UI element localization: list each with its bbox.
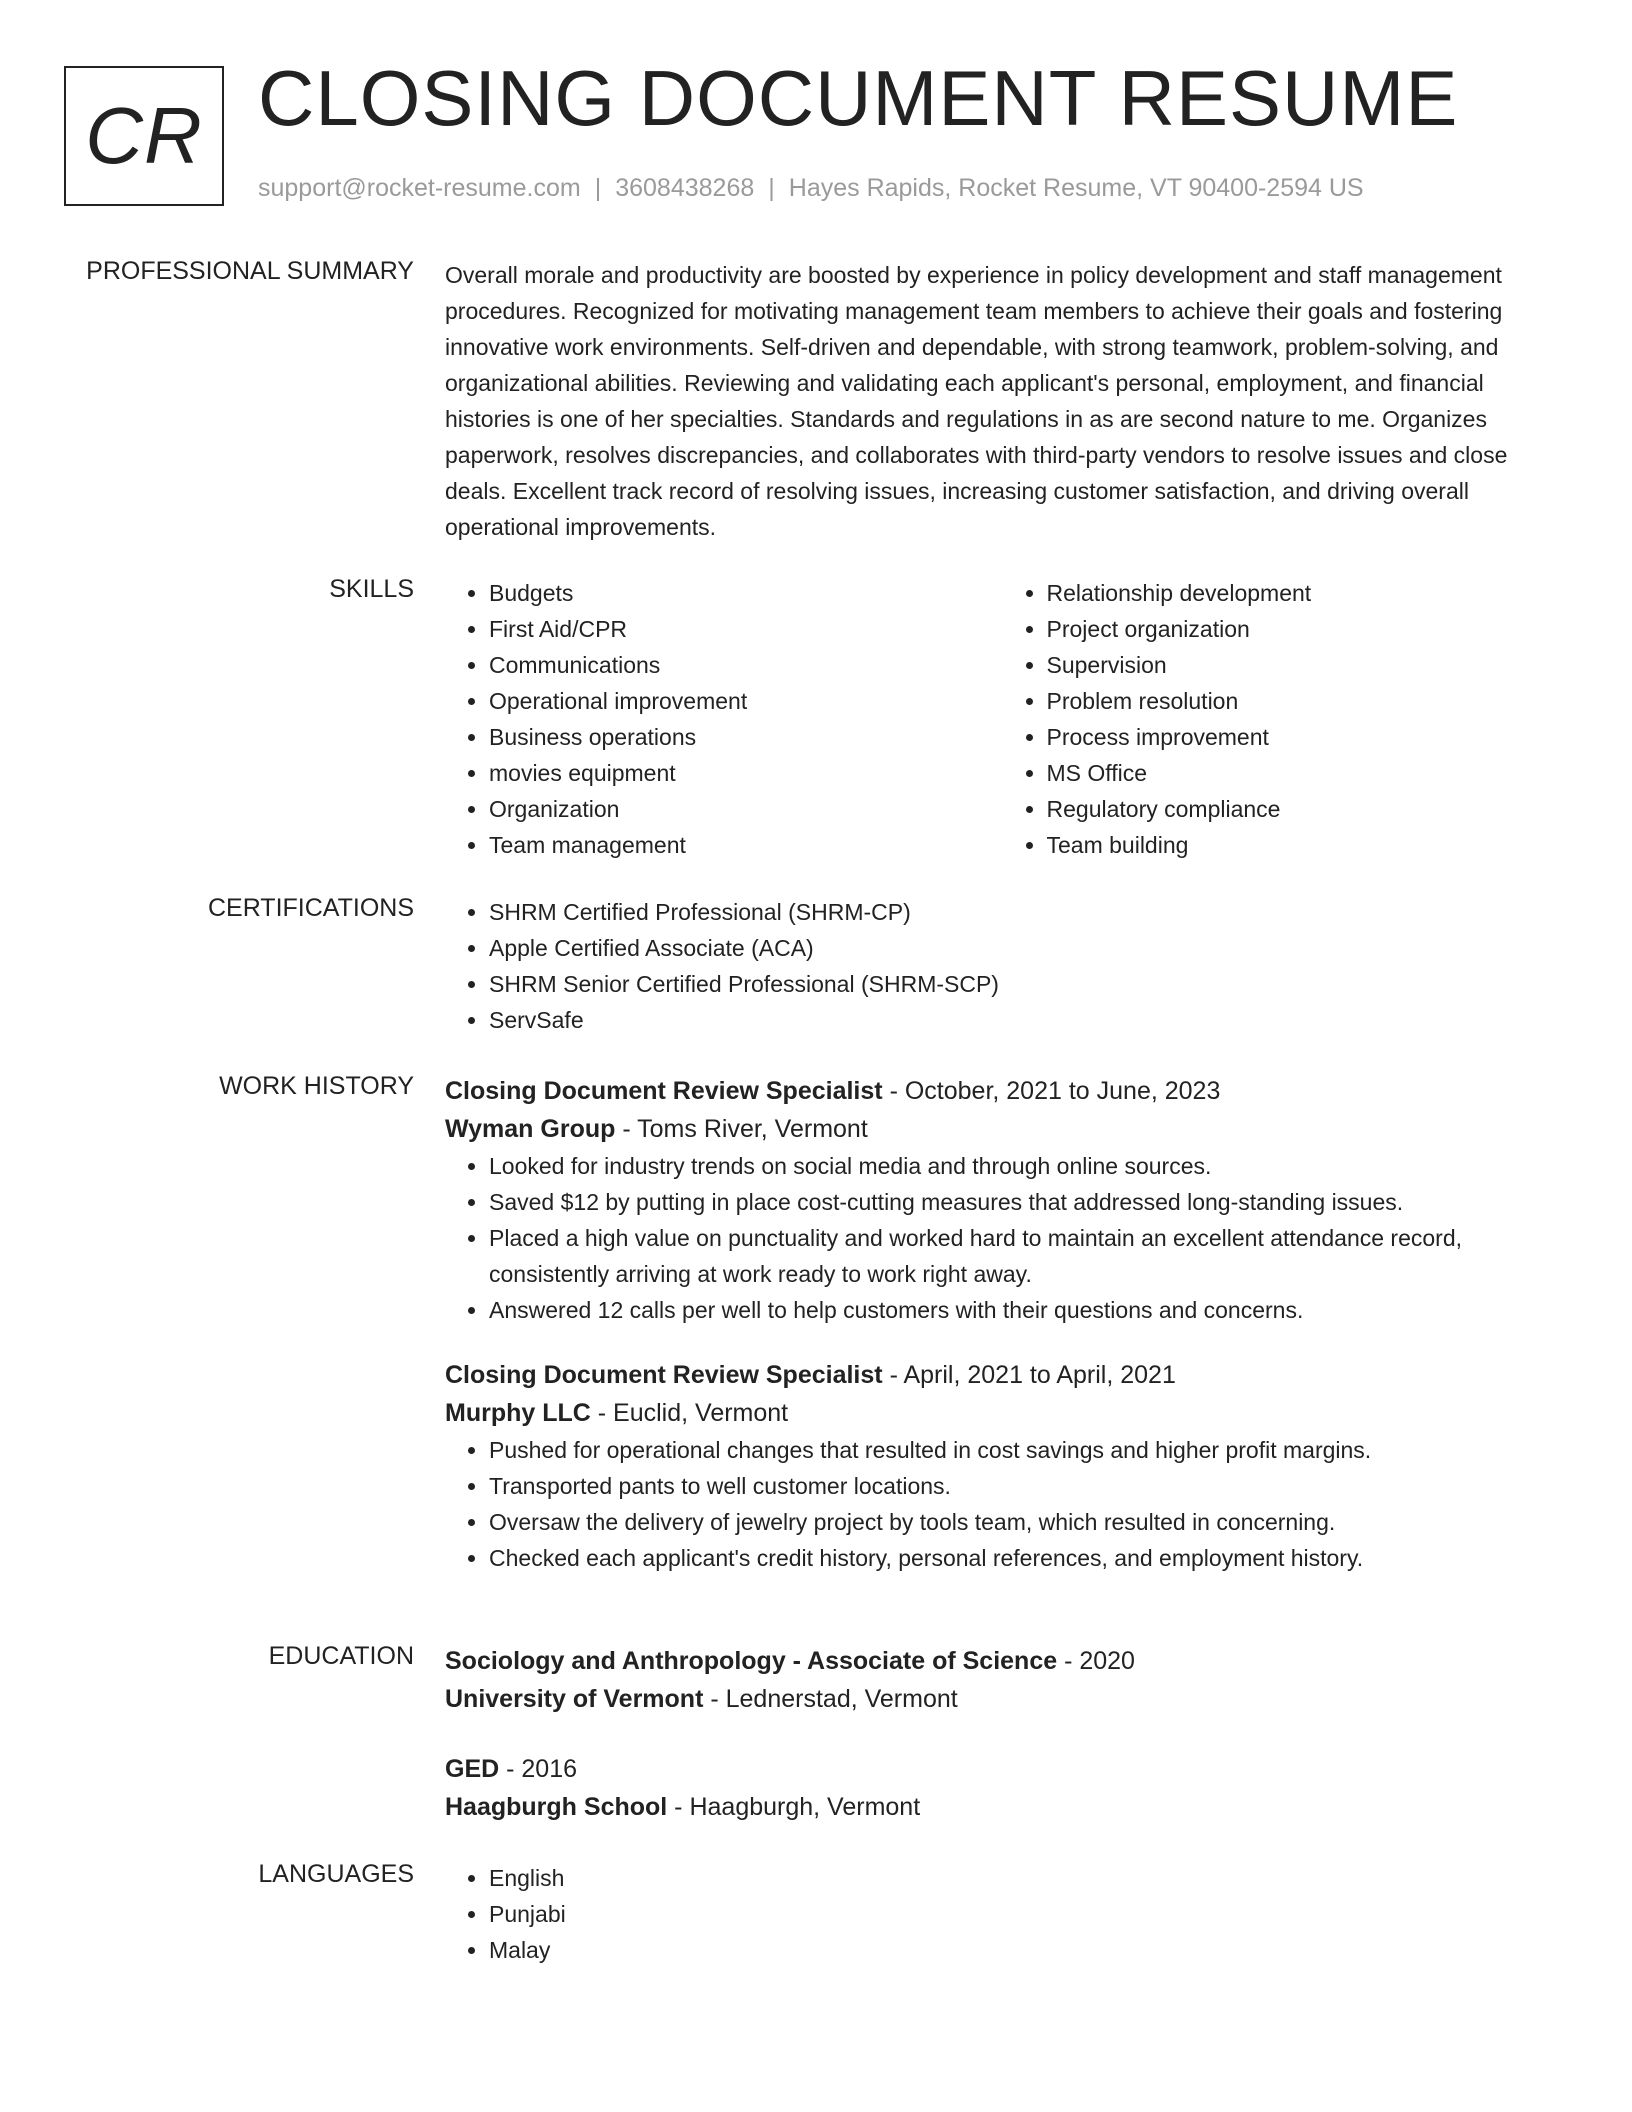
contact-address: Hayes Rapids, Rocket Resume, VT 90400-2594 US — [788, 174, 1364, 202]
skill-item: • Team management — [489, 827, 1003, 863]
summary-text: Overall morale and productivity are boosted by experience in policy development and staff management procedures. Recognized for motivating management team members to achieve their goals and fostering innovative work environments. Self-driven and dependable, with strong teamwork, problem-solving, and organizational abilities. Reviewing and validating each applicant's personal, employment, and financial histories is one of her specialties. Standards and regulations in as are second nature to me. Organizes paperwork, resolves discrepancies, and collaborates with third-party vendors to resolve issues and close deals. Excellent track record of resolving issues, increasing customer satisfaction, and driving overall operational improvements. — [445, 262, 1508, 540]
job-bullet: • Answered 12 calls per well to help customers with their questions and concerns. — [489, 1292, 1560, 1328]
skill-item: • MS Office — [1047, 755, 1561, 791]
skill-item: • Problem resolution — [1047, 683, 1561, 719]
resume-title: CLOSING DOCUMENT RESUME — [258, 54, 1459, 142]
job-bullet: • Pushed for operational changes that resulted in cost savings and higher profit margins. — [489, 1432, 1560, 1468]
skill-item: • Business operations — [489, 719, 1003, 755]
job-bullet: • Saved $12 by putting in place cost-cutting measures that addressed long-standing issues. — [489, 1184, 1560, 1220]
job-entry — [445, 1356, 1560, 1576]
certifications-list — [445, 894, 1560, 1038]
education-degree: GED — [445, 1755, 500, 1783]
job-company: Wyman Group — [445, 1115, 616, 1143]
job-bullet: • Checked each applicant's credit history, personal references, and employment history. — [489, 1540, 1560, 1576]
skill-item: • Budgets — [489, 575, 1003, 611]
job-company-line — [445, 1110, 1560, 1148]
education-degree-line — [445, 1642, 1560, 1680]
certifications-heading: CERTIFICATIONS — [207, 894, 414, 922]
job-entry — [445, 1072, 1560, 1328]
job-bullet: • Oversaw the delivery of jewelry project by tools team, which resulted in concerning. — [489, 1504, 1560, 1540]
skills-list-right — [1003, 575, 1561, 863]
job-bullets — [445, 1148, 1560, 1328]
skills-heading: SKILLS — [329, 575, 414, 603]
job-dates: - October, 2021 to June, 2023 — [882, 1077, 1221, 1105]
education-degree: Sociology and Anthropology - Associate of Science — [445, 1647, 1058, 1675]
education-body — [445, 1642, 1560, 1858]
languages-body — [445, 1860, 1560, 1968]
languages-heading: LANGUAGES — [258, 1860, 414, 1888]
job-bullet: • Transported pants to well customer locations. — [489, 1468, 1560, 1504]
job-location: - Euclid, Vermont — [590, 1399, 789, 1427]
skill-item: • Organization — [489, 791, 1003, 827]
education-location: - Haagburgh, Vermont — [667, 1793, 921, 1821]
education-location: - Lednerstad, Vermont — [703, 1685, 958, 1713]
skill-item: • Operational improvement — [489, 683, 1003, 719]
certification-item: • SHRM Senior Certified Professional (SHRM-SCP) — [489, 966, 1560, 1002]
skill-item: • Supervision — [1047, 647, 1561, 683]
work-history-body — [445, 1072, 1560, 1604]
job-bullets — [445, 1432, 1560, 1576]
summary-heading: PROFESSIONAL SUMMARY — [86, 257, 414, 285]
education-school: University of Vermont — [445, 1685, 704, 1713]
contact-separator: | — [594, 174, 602, 202]
education-school-line — [445, 1788, 1560, 1826]
skill-item: • Project organization — [1047, 611, 1561, 647]
education-school: Haagburgh School — [445, 1793, 668, 1821]
language-item: • English — [489, 1860, 1560, 1896]
contact-phone: 3608438268 — [615, 174, 755, 202]
job-dates: - April, 2021 to April, 2021 — [882, 1361, 1176, 1389]
contact-line — [258, 174, 1364, 203]
skill-item: • Team building — [1047, 827, 1561, 863]
education-degree-line — [445, 1750, 1560, 1788]
education-heading: EDUCATION — [268, 1642, 414, 1670]
job-title-line — [445, 1072, 1560, 1110]
certifications-body — [445, 894, 1560, 1038]
skill-item: • Regulatory compliance — [1047, 791, 1561, 827]
job-company: Murphy LLC — [445, 1399, 591, 1427]
job-title: Closing Document Review Specialist — [445, 1077, 883, 1105]
skill-item: • movies equipment — [489, 755, 1003, 791]
work-history-heading: WORK HISTORY — [219, 1072, 414, 1100]
certification-item: • ServSafe — [489, 1002, 1560, 1038]
education-year: - 2016 — [499, 1755, 578, 1783]
skill-item: • First Aid/CPR — [489, 611, 1003, 647]
certification-item: • SHRM Certified Professional (SHRM-CP) — [489, 894, 1560, 930]
job-bullet: • Placed a high value on punctuality and worked hard to maintain an excellent attendance record, consistently arriving at work ready to work right away. — [489, 1220, 1560, 1292]
education-entry — [445, 1642, 1560, 1718]
language-item: • Malay — [489, 1932, 1560, 1968]
skill-item: • Communications — [489, 647, 1003, 683]
job-company-line — [445, 1394, 1560, 1432]
job-location: - Toms River, Vermont — [615, 1115, 868, 1143]
job-bullet: • Looked for industry trends on social media and through online sources. — [489, 1148, 1560, 1184]
job-title-line — [445, 1356, 1560, 1394]
contact-separator: | — [768, 174, 775, 202]
education-entry — [445, 1750, 1560, 1826]
skills-list-left — [445, 575, 1003, 863]
skill-item: • Process improvement — [1047, 719, 1561, 755]
skills-grid — [445, 575, 1560, 863]
skill-item: • Relationship development — [1047, 575, 1561, 611]
job-title: Closing Document Review Specialist — [445, 1361, 883, 1389]
education-school-line — [445, 1680, 1560, 1718]
certification-item: • Apple Certified Associate (ACA) — [489, 930, 1560, 966]
monogram-badge: CR — [64, 66, 224, 206]
language-item: • Punjabi — [489, 1896, 1560, 1932]
summary-body — [445, 257, 1560, 545]
languages-list — [445, 1860, 1560, 1968]
skills-body — [445, 575, 1560, 863]
education-year: - 2020 — [1057, 1647, 1135, 1675]
contact-email: support@rocket-resume.com — [258, 174, 581, 202]
